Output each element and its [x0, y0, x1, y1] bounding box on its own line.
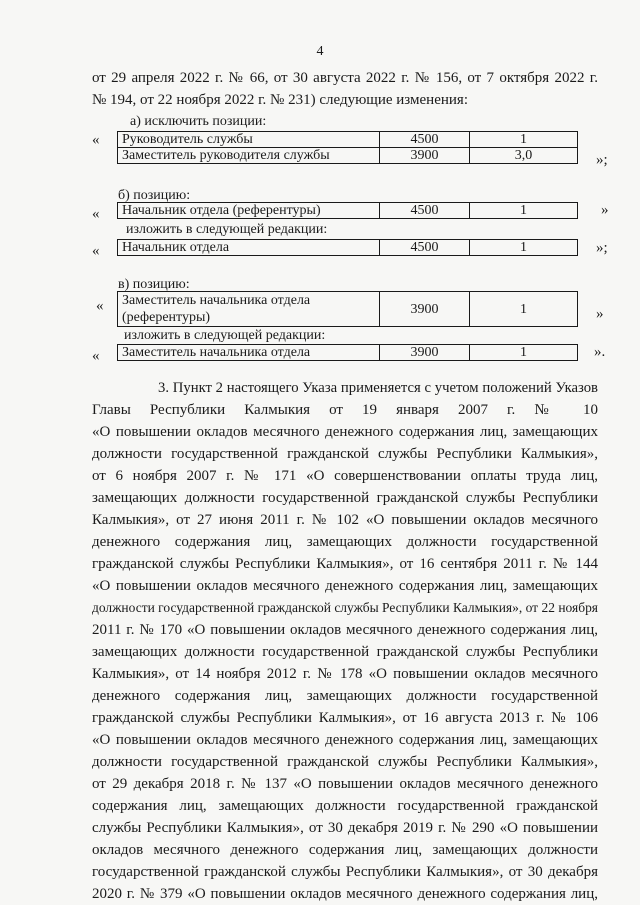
salary-cell: 3900: [380, 292, 470, 327]
table-row: [118, 292, 578, 327]
coef-cell: 3,0: [470, 148, 578, 164]
section-b-new-open-quote: «: [92, 243, 100, 259]
text-line: от 29 декабря 2018 г. № 137 «О повышении окладов месячного денежного: [92, 776, 598, 792]
salary-cell: 3900: [380, 148, 470, 164]
text-line: должности государственной гражданской службы Республики Калмыкия», от 22 ноября: [92, 600, 598, 615]
section-b-old-table: [117, 202, 578, 219]
table-row: [118, 203, 578, 219]
section-a-table: [117, 131, 578, 164]
position-line-1: Заместитель начальника отдела: [122, 293, 311, 308]
section-b-new-table: [117, 239, 578, 256]
table-row: [118, 148, 578, 164]
text-line: замещающих должности государственной гражданской службы Республики: [92, 490, 598, 506]
text-line: «О повышении окладов месячного денежного содержания лиц, замещающих: [92, 424, 598, 440]
position-cell: [118, 292, 380, 327]
section-c-new-table: [117, 344, 578, 361]
section-a-open-quote: «: [92, 132, 100, 148]
section-b-heading: б) позицию:: [118, 188, 191, 203]
section-c-new-close-quote: ».: [594, 344, 606, 360]
salary-cell: 4500: [380, 203, 470, 219]
section-c-new-open-quote: «: [92, 348, 100, 364]
salary-cell: 4500: [380, 132, 470, 148]
section-b-new-heading: изложить в следующей редакции:: [126, 222, 328, 237]
intro-line-1: от 29 апреля 2022 г. № 66, от 30 августа 2022 г. № 156, от 7 октября 2022 г.: [92, 70, 598, 86]
text-line: «О повышении окладов месячного денежного содержания лиц, замещающих: [92, 578, 598, 594]
position-cell: Руководитель службы: [118, 132, 380, 148]
intro-line-2: № 194, от 22 ноября 2022 г. № 231) следующие изменения:: [92, 92, 468, 108]
text-line: Калмыкия», от 14 ноября 2012 г. № 178 «О повышении окладов месячного: [92, 666, 598, 682]
section-b-old-close-quote: »: [601, 202, 609, 218]
position-cell: Заместитель руководителя службы: [118, 148, 380, 164]
text-line: Калмыкия», от 27 июня 2011 г. № 102 «О повышении окладов месячного: [92, 512, 598, 528]
section-b-old-open-quote: «: [92, 206, 100, 222]
section-c-old-close-quote: »: [596, 306, 604, 322]
text-line: гражданской службы Республики Калмыкия», от 16 августа 2013 г. № 106: [92, 710, 598, 726]
section-b-new-close-quote: »;: [596, 240, 608, 256]
text-line: 3. Пункт 2 настоящего Указа применяется с учетом положений Указов: [158, 380, 598, 396]
text-line: окладов месячного денежного содержания лиц, замещающих должности: [92, 842, 598, 858]
text-line: должности государственной гражданской службы Республики Калмыкия»,: [92, 446, 598, 462]
text-line: должности государственной гражданской службы Республики Калмыкия»,: [92, 754, 598, 770]
section-c-heading: в) позицию:: [118, 277, 190, 292]
coef-cell: 1: [470, 132, 578, 148]
section-c-old-table: [117, 291, 578, 327]
text-line: денежного содержания лиц, замещающих должности государственной: [92, 688, 598, 704]
text-line: замещающих должности государственной гражданской службы Республики: [92, 644, 598, 660]
section-a-close-quote: »;: [596, 152, 608, 168]
coef-cell: 1: [470, 203, 578, 219]
coef-cell: 1: [470, 240, 578, 256]
position-line-2: (референтуры): [122, 310, 211, 325]
position-cell: Начальник отдела: [118, 240, 380, 256]
position-cell: Начальник отдела (референтуры): [118, 203, 380, 219]
section-a-heading: а) исключить позиции:: [130, 114, 267, 129]
table-row: [118, 132, 578, 148]
salary-cell: 4500: [380, 240, 470, 256]
position-cell: Заместитель начальника отдела: [118, 345, 380, 361]
text-line: 2020 г. № 379 «О повышении окладов месячного денежного содержания лиц,: [92, 886, 598, 902]
section-c-new-heading: изложить в следующей редакции:: [124, 328, 326, 343]
table-row: [118, 240, 578, 256]
text-line: службы Республики Калмыкия», от 30 декабря 2019 г. № 290 «О повышении: [92, 820, 598, 836]
coef-cell: 1: [470, 345, 578, 361]
page-number: 4: [316, 44, 324, 59]
table-row: [118, 345, 578, 361]
text-line: денежного содержания лиц, замещающих должности государственной: [92, 534, 598, 550]
coef-cell: 1: [470, 292, 578, 327]
text-line: государственной гражданской службы Республики Калмыкия», от 30 декабря: [92, 864, 598, 880]
text-line: «О повышении окладов месячного денежного содержания лиц, замещающих: [92, 732, 598, 748]
text-line: от 6 ноября 2007 г. № 171 «О совершенствовании оплаты труда лиц,: [92, 468, 598, 484]
section-c-old-open-quote: «: [96, 298, 104, 314]
salary-cell: 3900: [380, 345, 470, 361]
text-line: 2011 г. № 170 «О повышении окладов месячного денежного содержания лиц,: [92, 622, 598, 638]
text-line: содержания лиц, замещающих должности государственной гражданской: [92, 798, 598, 814]
text-line: гражданской службы Республики Калмыкия», от 16 сентября 2011 г. № 144: [92, 556, 598, 572]
text-line: Главы Республики Калмыкия от 19 января 2007 г. № 10: [92, 402, 598, 418]
